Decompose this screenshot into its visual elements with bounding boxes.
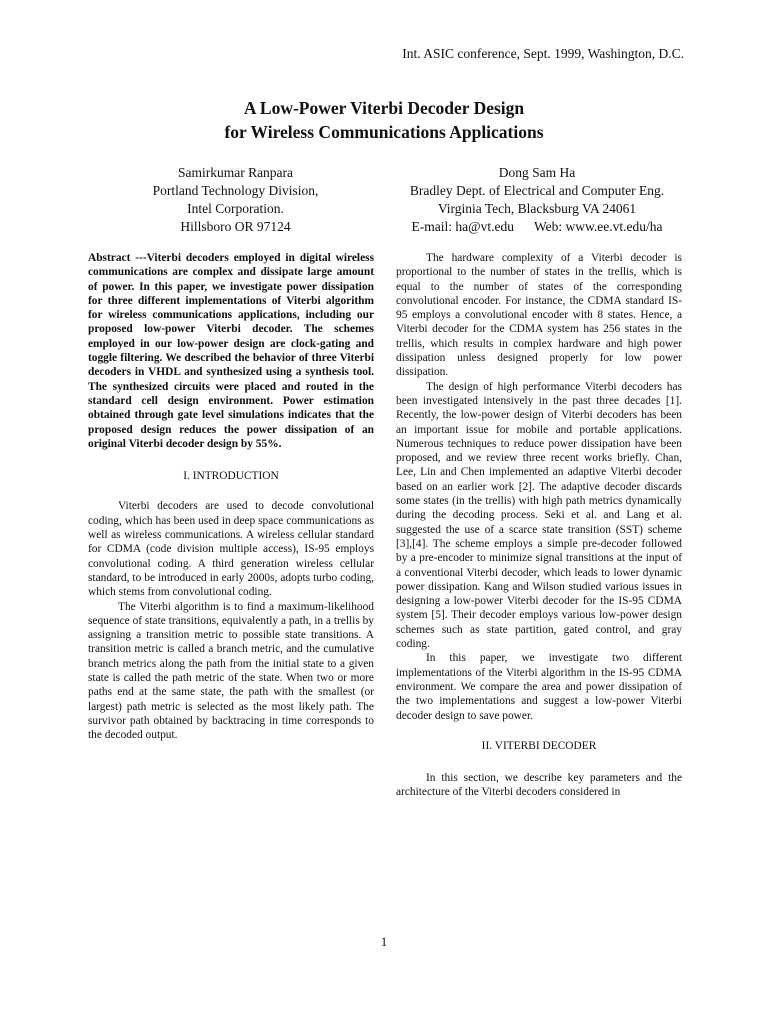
paper-title-line-2: for Wireless Communications Applications (224, 122, 544, 142)
author-affiliation-line: Bradley Dept. of Electrical and Computer Eng. (409, 183, 665, 198)
author-affiliation-line: Portland Technology Division, (152, 183, 319, 198)
author-affiliation-line: Hillsboro OR 97124 (180, 219, 291, 234)
page-number: 1 (380, 934, 388, 949)
section-heading-viterbi-decoder: II. VITERBI DECODER (481, 739, 597, 752)
body-paragraph: The design of high performance Viterbi decoders has been investigated intensively in the past three decades [1]. Recently, the low-power design of Viterbi decoders has been an important issue for mobile and portable applications. Numerous techniques to reduce power dissipation have been proposed, and we review three recent works briefly. Chan, Lee, Lin and Chen implemented an adaptive Viterbi decoder based on an earlier work [2]. The adaptive decoder discards some states (in the trellis) with high path metrics dynamically during the decoding process. Seki et al. and Lang et al. suggested the use of a scarce state transition (SST) scheme [3],[4]. The scheme employs a simple pre-decoder followed by a pre-encoder to minimize signal transitions at the input of a conventional Viterbi decoder, which leads to lower dynamic power dissipation. Kang and Wilson studied various issues in designing a low-power Viterbi decoder for the IS-95 CDMA system [5]. Their decoder employs various low-power design schemes such as state partition, gated control, and gray coding. (396, 380, 682, 651)
right-column (396, 251, 682, 800)
paper-title-line-1: A Low-Power Viterbi Decoder Design (243, 98, 525, 118)
body-paragraph: The Viterbi algorithm is to find a maximum-likelihood sequence of state transitions, equivalently a path, in a trellis by assigning a transition metric to possible state transitions. A transition metric is called a branch metric, and the cumulative branch metrics along the path from the initial state to a given state is called the path metric of the state. When two or more paths end at the same state, the path with the smallest (or largest) path metric is selected as the most likely path. The survivor path obtained by backtracing in time corresponds to the decoded output. (88, 600, 374, 742)
author-name: Samirkumar Ranpara (177, 165, 294, 180)
author-block-1 (118, 164, 353, 236)
body-paragraph: Viterbi decoders are used to decode convolutional coding, which has been used in deep space communications as well as wireless communications. A wireless cellular standard for CDMA (code division multiple access), IS-95 employs convolutional coding. A third generation wireless cellular standard, to be introduced in early 2000s, adopts turbo coding, which stems from convolutional coding. (88, 500, 374, 599)
paper-title (0, 96, 768, 144)
author-name: Dong Sam Ha (498, 165, 576, 180)
venue-line: Int. ASIC conference, Sept. 1999, Washington, D.C. (402, 46, 684, 61)
abstract-text: Abstract ---Viterbi decoders employed in digital wireless communications are complex and dissipate large amount of power. In this paper, we investigate power dissipation for three different implementations of Viterbi algorithm for wireless communications applications, including our proposed low-power Viterbi decoder. The schemes employed in our low-power design are clock-gating and toggle filtering. We described the behavior of three Viterbi decoders in VHDL and synthesized using a synthesis tool. The synthesized circuits were placed and routed in the standard cell design environment. Power estimation obtained through gate level simulations indicates that the proposed design reduces the power dissipation of an original Viterbi decoder design by 55%. (88, 252, 374, 450)
author-affiliation-line: Intel Corporation. (187, 201, 284, 216)
author-affiliation-line: Virginia Tech, Blacksburg VA 24061 (437, 201, 637, 216)
body-paragraph: In this section, we describe key parameters and the architecture of the Viterbi decoders considered in (396, 772, 682, 799)
body-paragraph: In this paper, we investigate two different implementations of the Viterbi algorithm in the IS-95 CDMA environment. We compare the area and power dissipation of the two implementations and suggest a low-power Viterbi decoder design to save power. (396, 652, 682, 722)
body-paragraph: The hardware complexity of a Viterbi decoder is proportional to the number of states in the trellis, which is equal to the number of states of the corresponding convolutional encoder. For instance, the CDMA standard IS-95 employs a convolutional encoder with 8 states. Hence, a Viterbi decoder for the CDMA system has 256 states in the trellis, which results in complex hardware and high power dissipation unless designed properly for low power dissipation. (396, 252, 682, 379)
left-column (88, 251, 374, 743)
author-contact-line: E-mail: ha@vt.edu Web: www.ee.vt.edu/ha (411, 219, 663, 234)
author-block-2 (378, 164, 696, 236)
section-heading-introduction: I. INTRODUCTION (183, 470, 279, 483)
